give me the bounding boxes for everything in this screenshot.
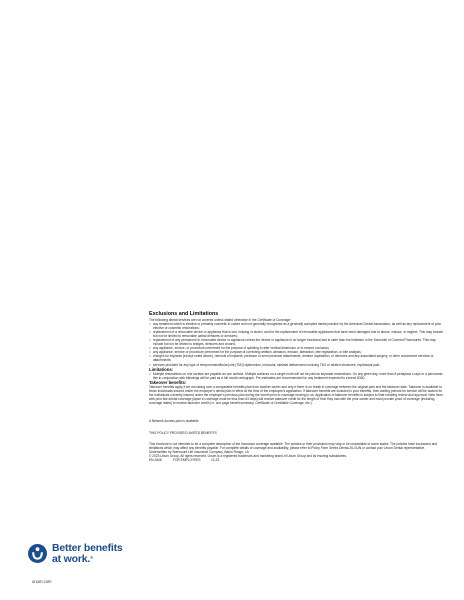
underwriter-line: Underwritten by Starmount Life Insurance Company, Baton Rouge, LA xyxy=(149,449,249,454)
exclusion-item: • any appliance, service, or procedure performed for the purpose of splinting to alter vertical dimension or to restore occlusion; xyxy=(149,346,445,350)
fine-print-section xyxy=(149,311,445,462)
limitations-heading: Limitations: xyxy=(149,366,174,372)
copyright-line: © 2023 Unum Group. All rights reserved. Unum is a registered trademark and marketing brand of Unum Group and its insuring subsidiaries. xyxy=(149,453,347,458)
form-code-line xyxy=(149,458,445,462)
network-note: A Network Access plan is available. xyxy=(149,419,200,424)
tagline-line-2: at work. xyxy=(52,552,91,565)
exclusion-item: • any treatment which is elective or primarily cosmetic in nature and not generally recognized as a generally accepted dental practice by the American Dental Association, as well as any replacement of prior elective or cosmetic restorations; xyxy=(149,322,445,330)
exclusion-item: • replacement of any permanent or removable device or appliance unless the device or appliance is no longer functional and is older than the limitation in the Schedule of Covered Procedures. This may include but not be limited to bridges, dentures and crowns; xyxy=(149,338,445,346)
disclaimer: This brochure is not intended to be a complete description of the insurance coverage available. The policies or their provisions may vary or be unavailable in some states. The policies have exclusions and limitations which may affect any benefits payable. For complete details of coverage and availability, please refer to Policy Form Series Dental-26-GUN or contact your Unum Dental representative. xyxy=(149,441,438,450)
policy-note: THIS POLICY PROVIDES LIMITED BENEFITS xyxy=(149,430,217,435)
exclusion-item: • charges for implants (except noted above), removal of implants, precision or semi precision attachments, denture duplication, or dentures and any associated surgery, or other customized services or attachments; xyxy=(149,354,445,362)
takeover-heading: Takeover benefits: xyxy=(149,379,187,385)
brand-tagline xyxy=(52,543,123,564)
exclusions-intro: The following dental services are not covered unless stated otherwise in the Certificate of Coverage: xyxy=(149,318,291,322)
form-audience: FOR EMPLOYEES xyxy=(173,457,201,462)
spacer xyxy=(149,435,445,442)
trademark-mark: ® xyxy=(90,554,93,560)
brand-logo xyxy=(28,543,138,587)
limitations-list xyxy=(149,372,445,380)
spacer xyxy=(149,405,445,419)
website-url: unum.com xyxy=(32,579,52,584)
exclusion-item: • any appliance, service or procedure performed for the purpose of correcting attrition, abrasion, erosion, abfraction, bite registration, or bite analysis; xyxy=(149,350,445,354)
spacer xyxy=(149,424,445,431)
exclusion-item: • replacement of a removable device or appliance that is lost, missing or stolen, and for the replacement of removable appliances that have been damaged due to abuse, misuse, or neglect. This may include but not be limited to removable partial dentures or dentures; xyxy=(149,330,445,338)
form-code: EN-2606 xyxy=(149,457,162,462)
tagline-line-1: Better benefits xyxy=(52,542,123,554)
exclusion-item: • services provided for any type of temporomandibular joint (TMJ) dysfunction, muscular, skeletal deficiencies involving TMJ or related structures, myofascial pain. xyxy=(149,363,445,367)
exclusions-heading: Exclusions and Limitations xyxy=(149,311,219,317)
takeover-body: Takeover benefits apply if we are taking over a comparable benefits plan from another carrier and only if there is no break in coverage between the original plan and the takeover date. Takeover is available to those individuals insured under the employer's dental plan in effect at the time of the employee's application. If takeover benefits are included in your benefits, then waiting periods for service will be waived for the individuals currently insured under the employer's previous plan during the month prior to coverage moving to us. Application of takeover benefits is subject to final enrolling review and approval. New hires with prior like dental coverage (lapse in coverage must be less than 63 days) will receive takeover credit for the length of time they had with the prior carrier and must provide proof of coverage (including coverage dates) to receive takeover credit (i.e. one page benefit summary, Certificate of Creditable Coverage, etc.). xyxy=(149,385,443,406)
form-date: 12-23 xyxy=(211,457,220,462)
exclusions-list xyxy=(149,322,445,367)
limitation-item: • Multiple restorations on one surface are payable as one surface. Multiple surfaces on a single tooth will not be paid as separate restorations. On any given day, more than 8 periapical x-rays or a panoramic film in conjunction with bitewings will be paid as a full mouth radiograph. Pre-estimates are recommended for any treatment expected to exceed $300. xyxy=(149,372,445,380)
unum-person-logo-icon xyxy=(28,544,47,563)
